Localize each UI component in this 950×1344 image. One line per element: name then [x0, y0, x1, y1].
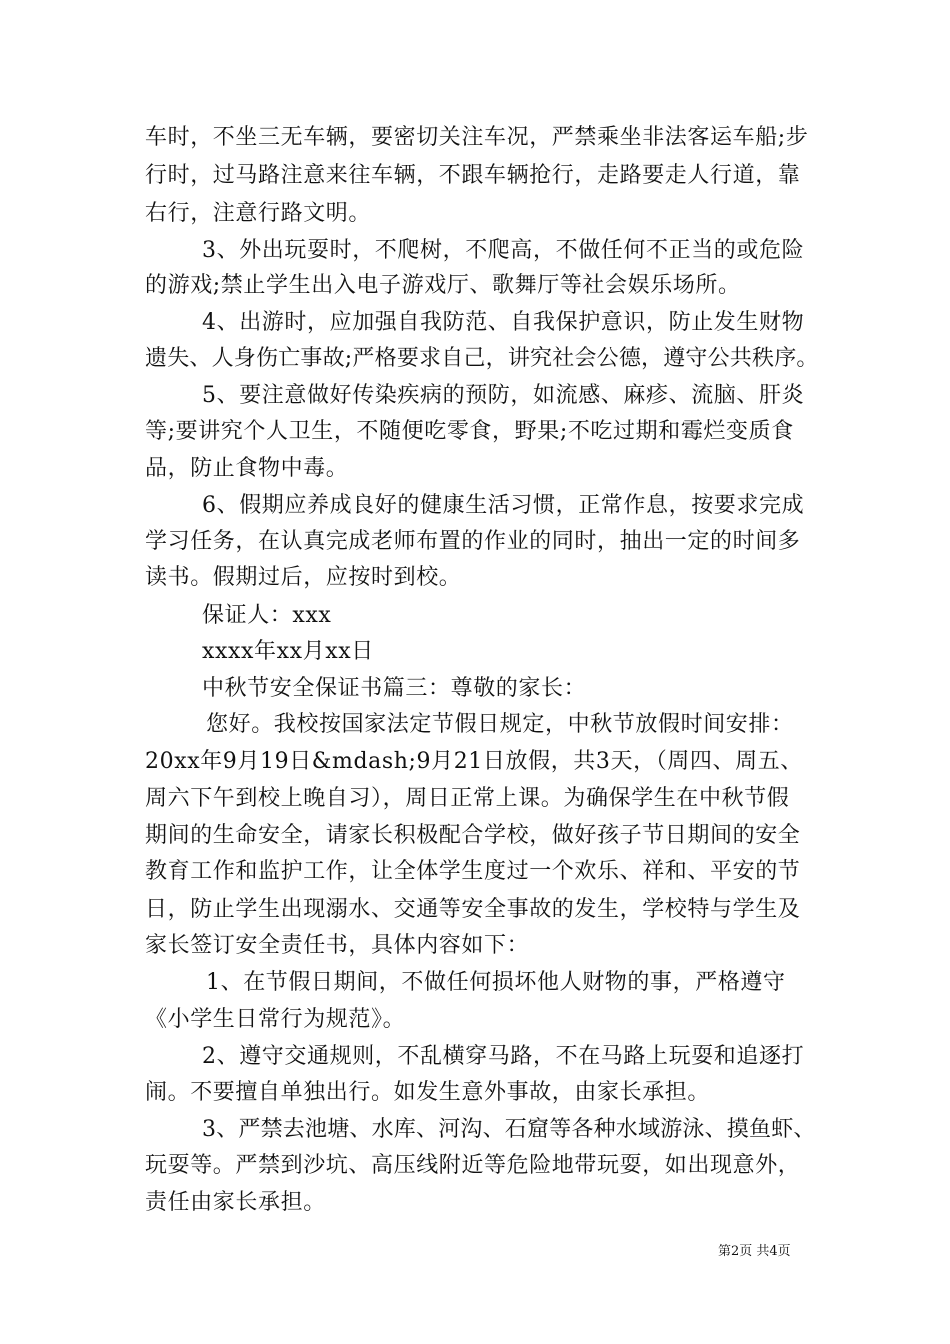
text-line: 3、外出玩耍时，不爬树，不爬高，不做任何不正当的或危险: [202, 238, 805, 263]
text-line: 您好。我校按国家法定节假日规定，中秋节放假时间安排：: [206, 712, 794, 737]
text-line: 闹。不要擅自单独出行。如发生意外事故，由家长承担。: [145, 1080, 711, 1105]
text-line: 的游戏;禁止学生出入电子游戏厅、歌舞厅等社会娱乐场所。: [145, 273, 741, 298]
text-line: 6、假期应养成良好的健康生活习惯，正常作息，按要求完成: [202, 493, 805, 518]
text-line: 20xx年9月19日&mdash;9月21日放假，共3天，（周四、周五、: [145, 749, 803, 774]
text-line: 期间的生命安全，请家长积极配合学校，做好孩子节日期间的安全: [145, 823, 801, 848]
text-line: 日，防止学生出现溺水、交通等安全事故的发生，学校特与学生及: [145, 897, 801, 922]
text-line: 4、出游时，应加强自我防范、自我保护意识，防止发生财物: [202, 310, 805, 335]
text-line: 等;要讲究个人卫生，不随便吃零食，野果;不吃过期和霉烂变质食: [145, 419, 794, 444]
text-line: 右行，注意行路文明。: [145, 201, 372, 226]
text-line: 车时，不坐三无车辆，要密切关注车况，严禁乘坐非法客运车船;步: [145, 125, 809, 150]
section-heading: 中秋节安全保证书篇三：尊敬的家长：: [202, 676, 587, 701]
text-line: 5、要注意做好传染疾病的预防，如流感、麻疹、流脑、肝炎: [202, 383, 805, 408]
text-line: 1、在节假日期间，不做任何损坏他人财物的事，严格遵守: [206, 970, 786, 995]
text-line: 读书。假期过后，应按时到校。: [145, 565, 462, 590]
text-line: 家长签订安全责任书，具体内容如下：: [145, 933, 530, 958]
signer-line: 保证人：xxx: [202, 603, 332, 628]
text-line: 遗失、人身伤亡事故;严格要求自己，讲究社会公德，遵守公共秩序。: [145, 346, 819, 371]
page-number: 第2页 共4页: [718, 1244, 791, 1259]
text-line: 《小学生日常行为规范》。: [145, 1007, 406, 1032]
text-line: 品，防止食物中毒。: [145, 456, 349, 481]
text-line: 周六下午到校上晚自习），周日正常上课。为确保学生在中秋节假: [145, 786, 790, 811]
text-line: 玩耍等。严禁到沙坑、高压线附近等危险地带玩耍，如出现意外，: [145, 1153, 801, 1178]
text-line: 学习任务，在认真完成老师布置的作业的同时，抽出一定的时间多: [145, 529, 801, 554]
text-line: 3、严禁去池塘、水库、河沟、石窟等各种水域游泳、摸鱼虾、: [202, 1117, 816, 1142]
text-line: 2、遵守交通规则，不乱横穿马路，不在马路上玩耍和追逐打: [202, 1044, 805, 1069]
text-line: 教育工作和监护工作，让全体学生度过一个欢乐、祥和、平安的节: [145, 859, 801, 884]
text-line: 责任由家长承担。: [145, 1190, 326, 1215]
text-line: 行时，过马路注意来往车辆，不跟车辆抢行，走路要走人行道，靠: [145, 163, 801, 188]
date-line: xxxx年xx月xx日: [202, 639, 374, 664]
